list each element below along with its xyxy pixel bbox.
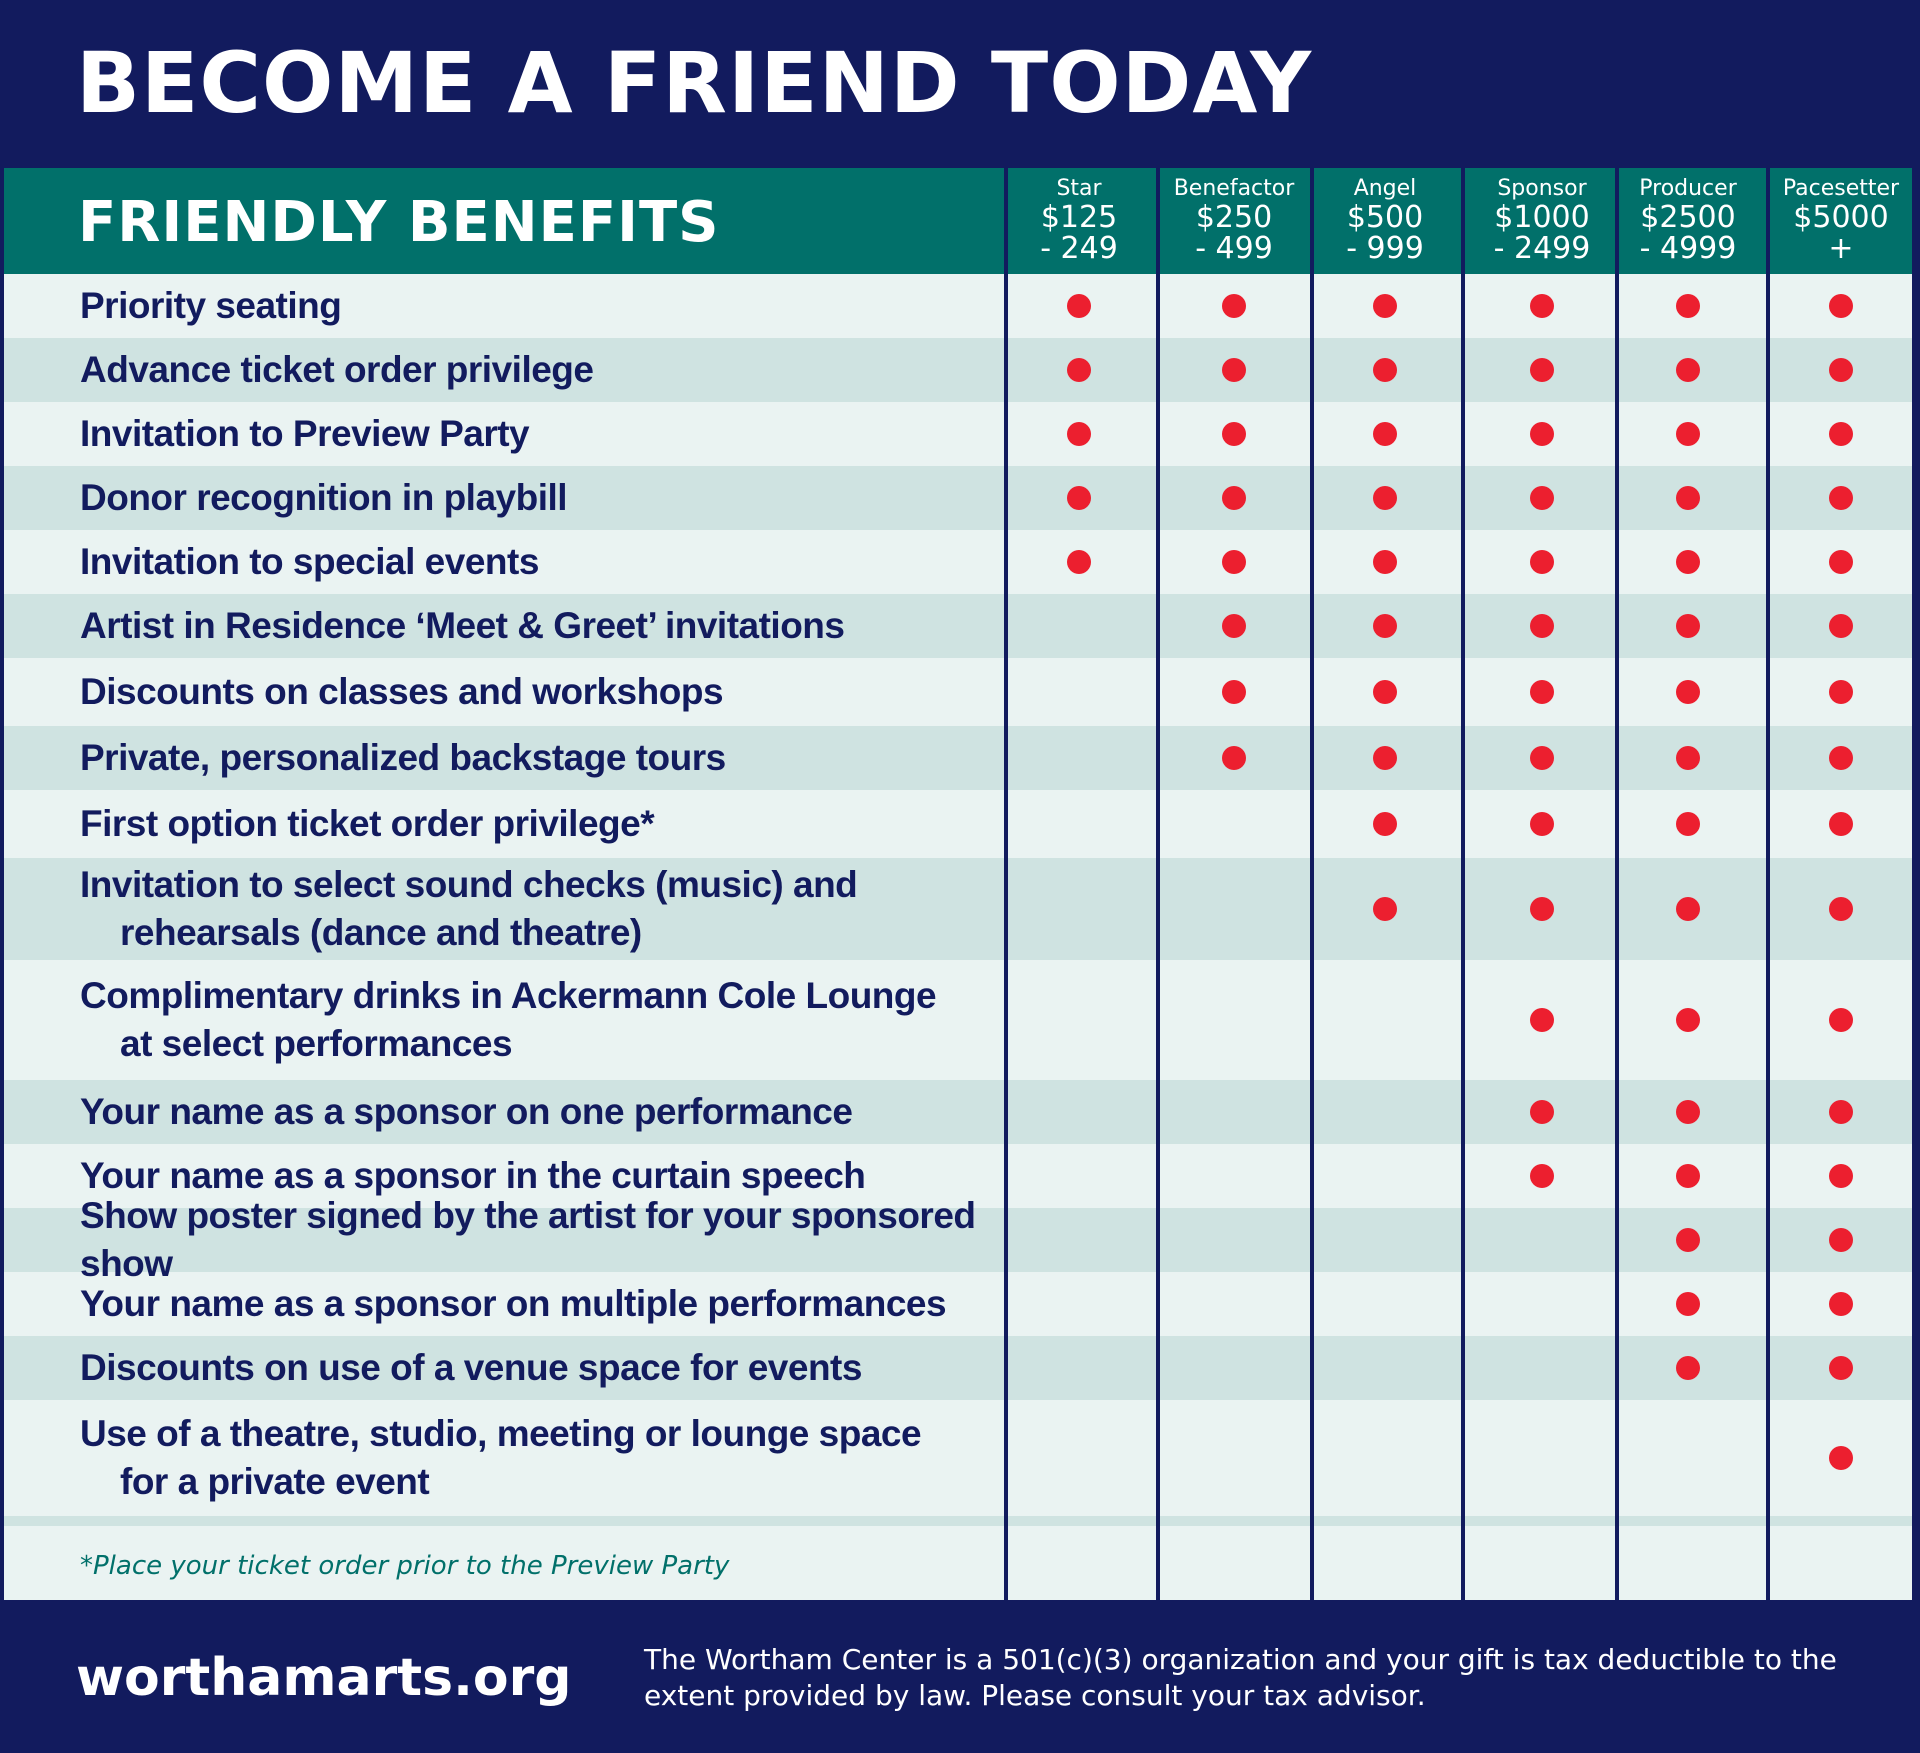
tier-name: Pacesetter bbox=[1782, 176, 1900, 201]
benefit-label-line: Priority seating bbox=[80, 285, 342, 326]
website-url[interactable]: worthamarts.org bbox=[76, 1648, 572, 1708]
included-dot-icon bbox=[1829, 422, 1853, 446]
included-dot-icon bbox=[1829, 1008, 1853, 1032]
table-row bbox=[4, 594, 1916, 658]
included-dot-icon bbox=[1530, 550, 1554, 574]
included-dot-icon bbox=[1829, 1356, 1853, 1380]
included-dot-icon bbox=[1222, 422, 1246, 446]
benefit-label-line: Invitation to select sound checks (music) and bbox=[80, 864, 858, 905]
benefit-label-line: Advance ticket order privilege bbox=[80, 349, 594, 390]
included-dot-icon bbox=[1530, 486, 1554, 510]
included-dot-icon bbox=[1530, 812, 1554, 836]
included-dot-icon bbox=[1829, 1228, 1853, 1252]
included-dot-icon bbox=[1373, 422, 1397, 446]
included-dot-icon bbox=[1829, 614, 1853, 638]
column-separator bbox=[1766, 168, 1770, 1600]
benefit-label bbox=[80, 474, 980, 522]
column-separator bbox=[1004, 168, 1008, 1600]
table-row bbox=[4, 658, 1916, 726]
included-dot-icon bbox=[1530, 294, 1554, 318]
included-dot-icon bbox=[1676, 680, 1700, 704]
tier-range: - 999 bbox=[1346, 231, 1424, 266]
included-dot-icon bbox=[1829, 550, 1853, 574]
column-separator bbox=[1912, 168, 1916, 1600]
tier-range: + bbox=[1828, 231, 1854, 266]
table-row bbox=[4, 1336, 1916, 1400]
table-row bbox=[4, 1272, 1916, 1336]
included-dot-icon bbox=[1676, 1356, 1700, 1380]
column-separator bbox=[1615, 168, 1619, 1600]
included-dot-icon bbox=[1676, 897, 1700, 921]
included-dot-icon bbox=[1373, 746, 1397, 770]
benefit-label bbox=[80, 1280, 980, 1328]
table-row bbox=[4, 1400, 1916, 1516]
table-row bbox=[4, 274, 1916, 338]
benefit-label bbox=[80, 800, 980, 848]
section-title: FRIENDLY BENEFITS bbox=[78, 190, 720, 255]
table-row bbox=[4, 530, 1916, 594]
included-dot-icon bbox=[1829, 486, 1853, 510]
tier-header bbox=[1160, 176, 1308, 264]
included-dot-icon bbox=[1829, 1292, 1853, 1316]
included-dot-icon bbox=[1222, 746, 1246, 770]
included-dot-icon bbox=[1067, 486, 1091, 510]
included-dot-icon bbox=[1829, 294, 1853, 318]
benefit-label bbox=[80, 1088, 980, 1136]
table-row bbox=[4, 402, 1916, 466]
benefit-label bbox=[80, 972, 980, 1068]
benefit-label-line: Donor recognition in playbill bbox=[80, 477, 568, 518]
included-dot-icon bbox=[1373, 294, 1397, 318]
column-separator bbox=[1156, 168, 1160, 1600]
benefit-label-line: Discounts on classes and workshops bbox=[80, 671, 724, 712]
included-dot-icon bbox=[1676, 812, 1700, 836]
included-dot-icon bbox=[1067, 422, 1091, 446]
included-dot-icon bbox=[1829, 680, 1853, 704]
included-dot-icon bbox=[1676, 1164, 1700, 1188]
included-dot-icon bbox=[1530, 746, 1554, 770]
included-dot-icon bbox=[1676, 1100, 1700, 1124]
included-dot-icon bbox=[1676, 614, 1700, 638]
tier-name: Sponsor bbox=[1497, 176, 1587, 201]
table-row bbox=[4, 858, 1916, 960]
benefit-label-line: First option ticket order privilege* bbox=[80, 803, 655, 844]
tier-name: Producer bbox=[1639, 176, 1737, 201]
included-dot-icon bbox=[1222, 486, 1246, 510]
included-dot-icon bbox=[1829, 1164, 1853, 1188]
benefits-table bbox=[4, 168, 1916, 1600]
benefit-label bbox=[80, 282, 980, 330]
included-dot-icon bbox=[1067, 358, 1091, 382]
included-dot-icon bbox=[1829, 897, 1853, 921]
included-dot-icon bbox=[1676, 1228, 1700, 1252]
benefit-label-line: Use of a theatre, studio, meeting or lounge space bbox=[80, 1413, 922, 1454]
table-row bbox=[4, 466, 1916, 530]
benefit-label-line: Show poster signed by the artist for your sponsored show bbox=[80, 1195, 976, 1284]
benefit-label-line: Complimentary drinks in Ackermann Cole Lounge bbox=[80, 975, 937, 1016]
tax-disclaimer: The Wortham Center is a 501(c)(3) organization and your gift is tax deductible to the extent provided by law. Please consult your tax advisor. bbox=[644, 1643, 1837, 1712]
included-dot-icon bbox=[1373, 614, 1397, 638]
included-dot-icon bbox=[1676, 1008, 1700, 1032]
tier-header bbox=[1468, 176, 1616, 264]
column-separator bbox=[1461, 168, 1465, 1600]
included-dot-icon bbox=[1676, 746, 1700, 770]
benefit-label-continuation: for a private event bbox=[120, 1461, 430, 1502]
table-row bbox=[4, 338, 1916, 402]
benefit-label bbox=[80, 538, 980, 586]
table-row bbox=[4, 790, 1916, 858]
table-divider bbox=[4, 1516, 1916, 1526]
tier-amount: $500 bbox=[1346, 200, 1424, 235]
tier-range: - 499 bbox=[1195, 231, 1273, 266]
benefit-label-line: Invitation to special events bbox=[80, 541, 539, 582]
tier-amount: $1000 bbox=[1494, 200, 1590, 235]
included-dot-icon bbox=[1373, 358, 1397, 382]
included-dot-icon bbox=[1530, 897, 1554, 921]
included-dot-icon bbox=[1222, 614, 1246, 638]
included-dot-icon bbox=[1530, 1100, 1554, 1124]
benefit-label bbox=[80, 861, 980, 957]
benefit-label-line: Artist in Residence ‘Meet & Greet’ invitations bbox=[80, 605, 845, 646]
tier-range: - 2499 bbox=[1493, 231, 1591, 266]
benefit-label bbox=[80, 1344, 980, 1392]
tier-amount: $5000 bbox=[1793, 200, 1889, 235]
benefit-label-line: Your name as a sponsor on one performance bbox=[80, 1091, 853, 1132]
benefit-label-line: Invitation to Preview Party bbox=[80, 413, 530, 454]
included-dot-icon bbox=[1373, 486, 1397, 510]
benefit-label bbox=[80, 602, 980, 650]
benefit-label-continuation: rehearsals (dance and theatre) bbox=[120, 912, 642, 953]
included-dot-icon bbox=[1373, 897, 1397, 921]
tier-header bbox=[1767, 176, 1915, 264]
page-title: BECOME A FRIEND TODAY bbox=[76, 34, 1313, 132]
included-dot-icon bbox=[1829, 746, 1853, 770]
tier-header bbox=[1311, 176, 1459, 264]
benefit-label-continuation: at select performances bbox=[120, 1023, 513, 1064]
included-dot-icon bbox=[1530, 614, 1554, 638]
included-dot-icon bbox=[1676, 550, 1700, 574]
included-dot-icon bbox=[1373, 812, 1397, 836]
included-dot-icon bbox=[1829, 1100, 1853, 1124]
footnote: *Place your ticket order prior to the Preview Party bbox=[80, 1551, 730, 1581]
tier-amount: $125 bbox=[1040, 200, 1118, 235]
included-dot-icon bbox=[1530, 358, 1554, 382]
benefit-label-line: Private, personalized backstage tours bbox=[80, 737, 726, 778]
table-row bbox=[4, 726, 1916, 790]
table-row bbox=[4, 960, 1916, 1080]
benefit-label bbox=[80, 410, 980, 458]
included-dot-icon bbox=[1222, 294, 1246, 318]
included-dot-icon bbox=[1676, 486, 1700, 510]
tier-range: - 249 bbox=[1040, 231, 1118, 266]
benefit-label bbox=[80, 668, 980, 716]
benefit-label-line: Your name as a sponsor in the curtain speech bbox=[80, 1155, 866, 1196]
tier-header bbox=[1614, 176, 1762, 264]
included-dot-icon bbox=[1676, 422, 1700, 446]
included-dot-icon bbox=[1530, 680, 1554, 704]
included-dot-icon bbox=[1222, 550, 1246, 574]
included-dot-icon bbox=[1530, 1164, 1554, 1188]
included-dot-icon bbox=[1373, 680, 1397, 704]
tier-amount: $250 bbox=[1195, 200, 1273, 235]
included-dot-icon bbox=[1829, 358, 1853, 382]
included-dot-icon bbox=[1373, 550, 1397, 574]
benefit-label-line: Discounts on use of a venue space for events bbox=[80, 1347, 862, 1388]
tier-name: Star bbox=[1056, 176, 1102, 201]
tier-name: Angel bbox=[1353, 176, 1417, 201]
benefit-label bbox=[80, 346, 980, 394]
included-dot-icon bbox=[1676, 1292, 1700, 1316]
included-dot-icon bbox=[1829, 1446, 1853, 1470]
included-dot-icon bbox=[1222, 680, 1246, 704]
column-separator bbox=[1310, 168, 1314, 1600]
benefit-label bbox=[80, 1410, 980, 1506]
tier-header bbox=[1005, 176, 1153, 264]
tier-amount: $2500 bbox=[1640, 200, 1736, 235]
included-dot-icon bbox=[1530, 1008, 1554, 1032]
included-dot-icon bbox=[1067, 550, 1091, 574]
table-row bbox=[4, 1195, 1916, 1284]
tier-name: Benefactor bbox=[1173, 176, 1295, 201]
included-dot-icon bbox=[1829, 812, 1853, 836]
benefit-label bbox=[80, 734, 980, 782]
included-dot-icon bbox=[1222, 358, 1246, 382]
table-row bbox=[4, 1080, 1916, 1144]
tier-range: - 4999 bbox=[1639, 231, 1737, 266]
included-dot-icon bbox=[1676, 294, 1700, 318]
included-dot-icon bbox=[1530, 422, 1554, 446]
included-dot-icon bbox=[1067, 294, 1091, 318]
benefit-label-line: Your name as a sponsor on multiple performances bbox=[80, 1283, 947, 1324]
included-dot-icon bbox=[1676, 358, 1700, 382]
